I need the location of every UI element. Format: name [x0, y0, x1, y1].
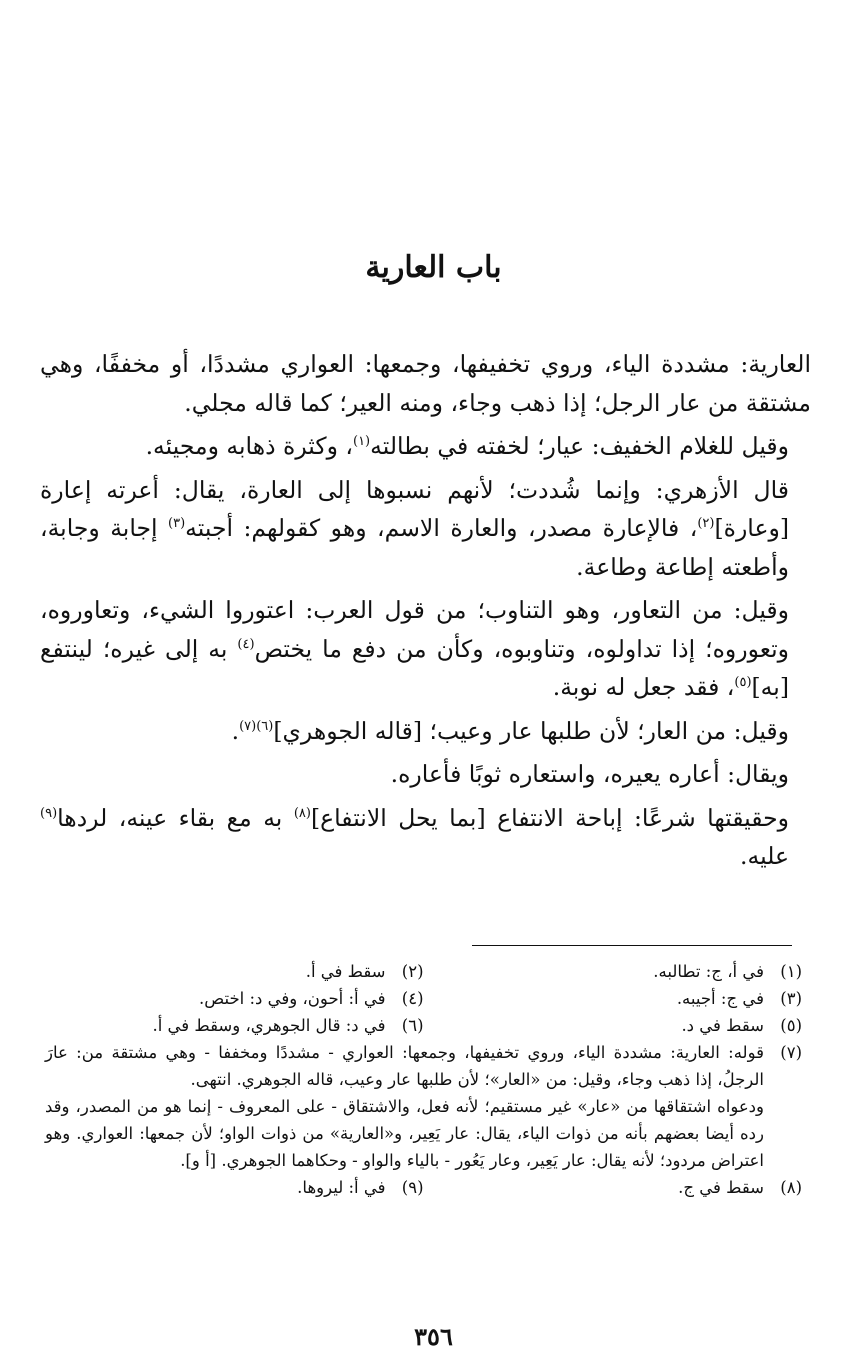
footnote-ref-2: (٢): [697, 516, 715, 532]
paragraph-2-text-a: وقيل للغلام الخفيف: عيار؛ لخفته في بطالته: [370, 432, 789, 460]
footnote-row: [45, 1012, 802, 1039]
footnote-ref-4: (٤): [237, 636, 255, 652]
paragraph-4-text-b: به إلى غيره؛ لينتفع [به]: [40, 634, 789, 701]
footnote-number: (٧): [780, 1043, 802, 1062]
footnote-text: في أ: أحون، وفي د: اختص.: [199, 989, 386, 1008]
footnote-4: [45, 985, 424, 1012]
footnote-text: في ج: أجيبه.: [676, 989, 764, 1008]
footnote-number: (٢): [401, 962, 424, 981]
paragraph-4-text-a: وقيل: من التعاور، وهو التناوب؛ من قول العرب: اعتوروا الشيء، وتعاوروه، وتعوروه؛ إذا تداولوه، وتناوبوه، وكأن من دفع ما يختص: [40, 596, 789, 663]
footnote-text: سقط في ج.: [678, 1178, 764, 1197]
footnote-text: قوله: العارية: مشددة الياء، وروي تخفيفها، وجمعها: العواري - مشددًا ومخففا - وهي مشتقة من: عارَ الرجلُ، إذا ذهب وجاء، وقيل: من «العار»؛ لأن طلبها عار وعيب، قاله الجوهري. انتهى.: [45, 1043, 764, 1089]
paragraph-3-text-a: قال الأزهري: وإنما شُددت؛ لأنهم نسبوها إلى العارة، يقال: أعرته إعارة [وعارة]: [40, 475, 789, 542]
footnote-ref-5: (٥): [734, 675, 752, 691]
footnote-ref-8: (٨): [293, 805, 311, 821]
footnote-7-body: [45, 1039, 764, 1174]
paragraph-4: [40, 591, 811, 707]
paragraph-5: [40, 712, 811, 751]
paragraph-3-text-c: إجابة وجابة، وأطعته إطاعة وطاعة.: [40, 514, 789, 581]
footnote-ref-9: (٩): [40, 805, 58, 821]
footnote-row: [45, 958, 802, 985]
paragraph-7-text-a: وحقيقتها شرعًا: إباحة الانتفاع [بما يحل الانتفاع]: [310, 803, 789, 832]
footnote-number: (٦): [401, 1016, 424, 1035]
footnote-2: [45, 958, 424, 985]
footnote-ref-6-7: (٦)(٧): [239, 718, 274, 734]
footnote-number: (٤): [401, 989, 424, 1008]
footnotes: [45, 958, 802, 1201]
footnote-number: (٨): [780, 1178, 802, 1197]
paragraph-2-text-b: ، وكثرة ذهابه ومجيئه.: [145, 432, 353, 460]
footnote-divider: [472, 945, 792, 946]
footnote-text: في أ، ج: تطالبه.: [653, 962, 764, 981]
paragraph-7: [40, 799, 811, 876]
footnote-5: [424, 1012, 803, 1039]
footnote-text: في د: قال الجوهري، وسقط في أ.: [152, 1016, 386, 1035]
footnote-1: [424, 958, 803, 985]
footnote-number: (١): [780, 962, 802, 981]
footnote-text: سقط في د.: [681, 1016, 764, 1035]
paragraph-7-text-c: عليه.: [740, 842, 789, 870]
page-number: ٣٥٦: [414, 1322, 453, 1351]
paragraph-7-text-b: به مع بقاء عينه، لردها: [57, 803, 294, 832]
footnote-text: سقط في أ.: [305, 962, 386, 981]
paragraph-6: [40, 755, 811, 794]
footnote-text-continued: ودعواه اشتقاقها من «عار» غير مستقيم؛ لأنه فعل، والاشتقاق - على المعروف - إنما هو من المصدر، وقد رده أيضا بعضهم بأنه من ذوات الياء، يقال: عار يَعِير، و«العارية» من ذوات الواو؛ لأن جمعها: العواري. وهو اعتراض مردود؛ لأنه يقال: عار يَعِير، وعار يَعُور - بالياء والواو - وحكاهما الجوهري. [أ و].: [45, 1097, 764, 1170]
main-text: [40, 345, 811, 881]
paragraph-1: [40, 345, 811, 422]
paragraph-1-text: العارية: مشددة الياء، وروي تخفيفها، وجمعها: العواري مشددًا، أو مخففًا، وهي مشتقة من عار الرجل؛ إذا ذهب وجاء، ومنه العير؛ كما قاله مجلي.: [40, 350, 811, 417]
paragraph-5-text-b: .: [231, 716, 240, 745]
paragraph-2: [40, 427, 811, 466]
paragraph-6-text: ويقال: أعاره يعيره، واستعاره ثوبًا فأعاره.: [390, 760, 789, 788]
footnote-8: [424, 1174, 803, 1201]
paragraph-3: [40, 471, 811, 587]
footnote-text: في أ: ليروها.: [297, 1178, 386, 1197]
footnote-7: [45, 1039, 802, 1174]
footnote-row: [45, 1174, 802, 1201]
footnote-number: (٣): [780, 989, 802, 1008]
paragraph-4-text-c: ، فقد جعل له نوبة.: [552, 673, 735, 701]
footnote-ref-1: (١): [352, 434, 371, 450]
footnote-row: [45, 985, 802, 1012]
footnote-6: [45, 1012, 424, 1039]
footnote-ref-3: (٣): [168, 516, 186, 532]
footnote-9: [45, 1174, 424, 1201]
chapter-title: باب العارية: [365, 250, 502, 285]
footnote-number: (٥): [780, 1016, 802, 1035]
paragraph-5-text-a: وقيل: من العار؛ لأن طلبها عار وعيب؛ [قاله الجوهري]: [273, 716, 789, 745]
paragraph-3-text-b: ، فالإعارة مصدر، والعارة الاسم، وهو كقولهم: أجبته: [185, 514, 698, 542]
footnote-3: [424, 985, 803, 1012]
footnote-number: (٩): [401, 1178, 424, 1197]
